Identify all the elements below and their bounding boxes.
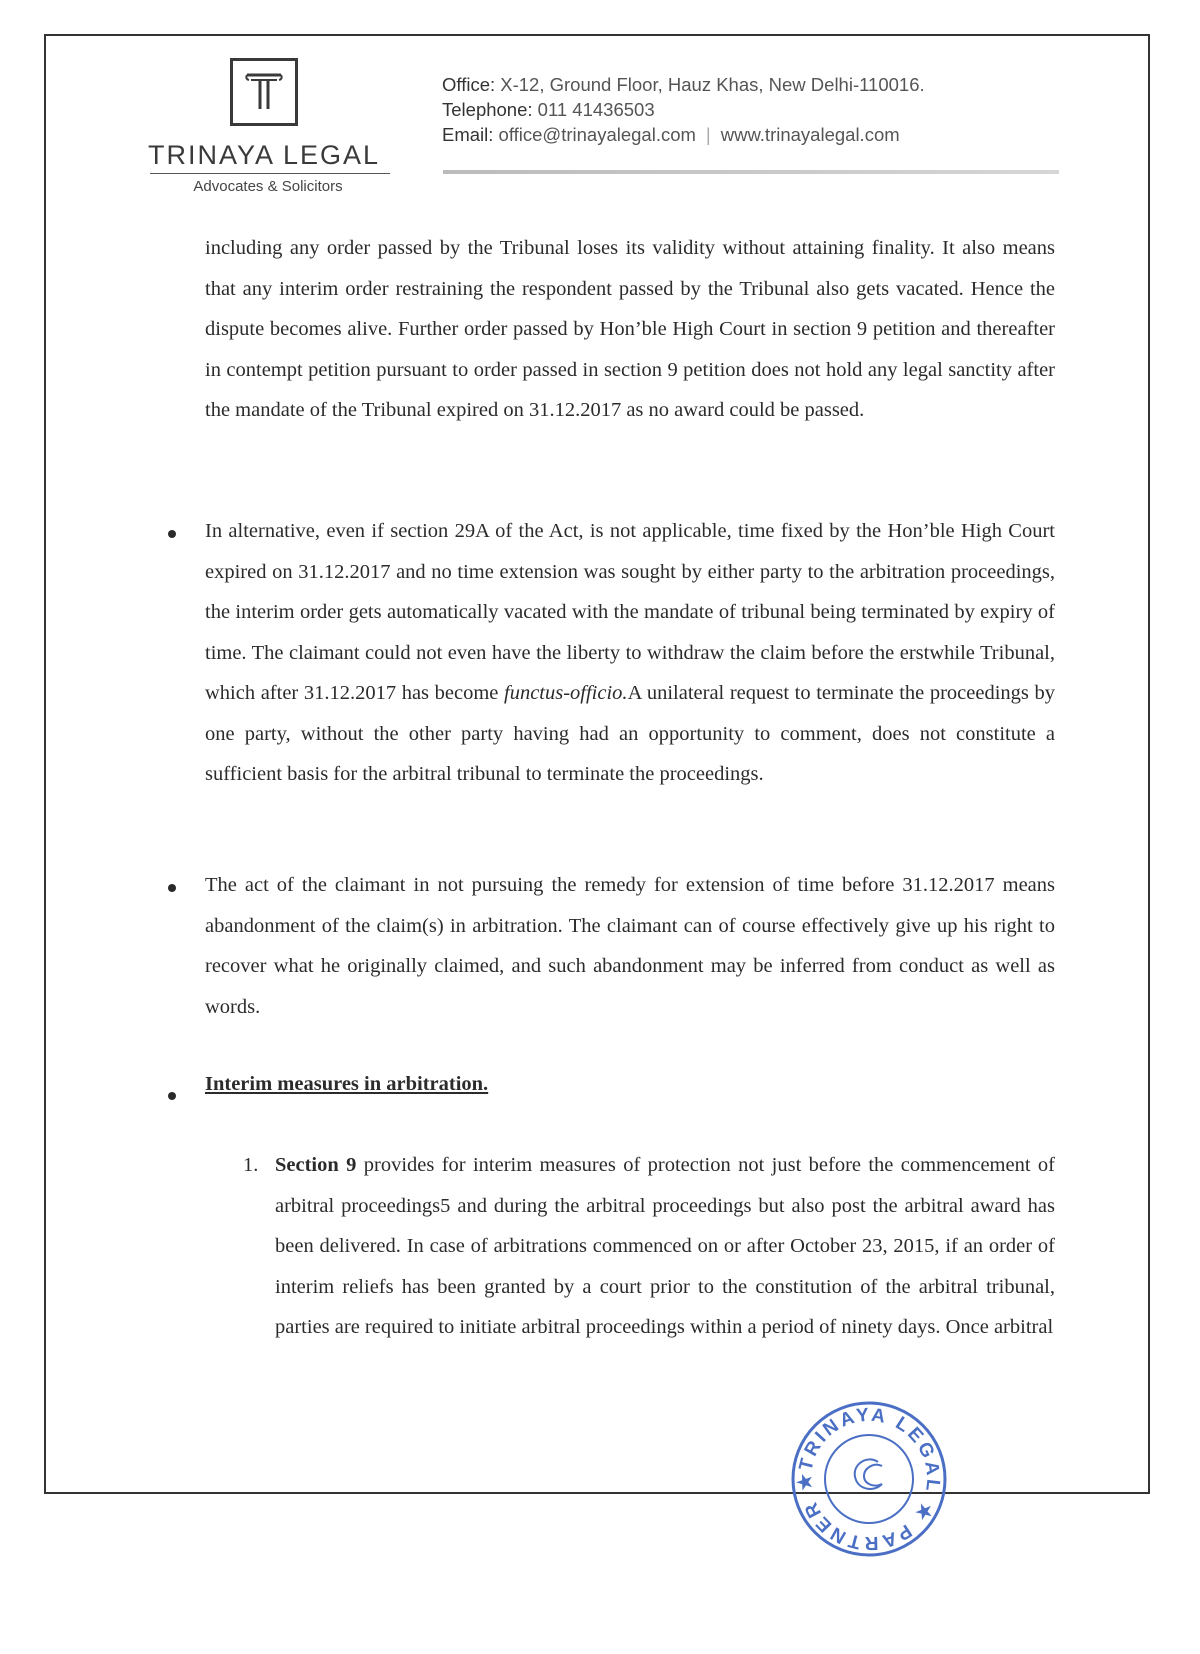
item1-text: provides for interim measures of protection not just before the commencement of arbitral proceedings5 and during the arbitral proceedings but also post the arbitral award has been delivered. In case of arbitrations commenced on or after October 23, 2015, if an order of interim reliefs has been granted by a court prior to the constitution of the arbitral tribunal, parties are required to initiate arbitral proceedings within a period of ninety days. Once arbitral bbox=[275, 1154, 1055, 1338]
bullet-paragraph-2: The act of the claimant in not pursuing the remedy for extension of time before 31.12.2017 means abandonment of the claim(s) in arbitration. The claimant can of course effectively give up his right to recover what he originally claimed, and such abandonment may be inferred from conduct as well as words. bbox=[205, 874, 1055, 1018]
firm-tagline: Advocates & Solicitors bbox=[193, 178, 343, 195]
bullet-paragraph-1 bbox=[205, 511, 1055, 795]
telephone-number: 011 41436503 bbox=[537, 99, 655, 120]
bullet-dot bbox=[168, 1092, 176, 1100]
office-line bbox=[442, 72, 925, 97]
firm-logo bbox=[230, 58, 298, 126]
firm-name: TRINAYA LEGAL bbox=[148, 140, 381, 170]
telephone-label: Telephone: bbox=[442, 99, 533, 120]
office-label: Office: bbox=[442, 74, 496, 95]
email-address: office@trinayalegal.com bbox=[498, 124, 696, 145]
contact-block bbox=[442, 72, 925, 147]
continued-paragraph: including any order passed by the Tribunal loses its validity without attaining finality. It also means that any interim order restraining the respondent passed by the Tribunal also gets vacated. Hence the dispute becomes alive. Further order passed by Hon’ble High Court in section 9 petition and thereafter in contempt petition pursuant to order passed in section 9 petition does not hold any legal sanctity after the mandate of the Tribunal expired on 31.12.2017 as no award could be passed. bbox=[205, 237, 1055, 421]
section-heading: Interim measures in arbitration. bbox=[205, 1073, 489, 1095]
separator: | bbox=[705, 124, 711, 145]
email-label: Email: bbox=[442, 124, 494, 145]
bullet-dot bbox=[168, 530, 176, 538]
svg-text:TRINAYA LEGAL ★ PARTNER ★: TRINAYA LEGAL ★ PARTNER ★ bbox=[794, 1404, 944, 1554]
item1-bold-lead: Section 9 bbox=[275, 1154, 357, 1176]
office-address: X-12, Ground Floor, Hauz Khas, New Delhi-110016. bbox=[500, 74, 925, 95]
bullet1-italic-term: functus-officio. bbox=[504, 682, 628, 704]
bullet1-text-b: A unilateral request to terminate the proceedings by one party, without the other party having had an opportunity to comment, does not constitute a sufficient basis for the arbitral tribunal to terminate the proceedings. bbox=[205, 682, 1056, 785]
telephone-line bbox=[442, 97, 925, 122]
firm-name-divider bbox=[150, 173, 390, 174]
email-line bbox=[442, 122, 925, 147]
header-divider bbox=[443, 170, 1059, 174]
bullet1-text-a: In alternative, even if section 29A of the Act, is not applicable, time fixed by the Hon’ble High Court expired on 31.12.2017 and no time extension was sought by either party to the arbitration proceedings, the interim order gets automatically vacated with the mandate of tribunal being terminated by expiry of time. The claimant could not even have the liberty to withdraw the claim before the erstwhile Tribunal, which after 31.12.2017 has become bbox=[205, 520, 1055, 704]
bullet-dot bbox=[168, 884, 176, 892]
partner-seal-stamp bbox=[788, 1398, 950, 1560]
signature-mark bbox=[855, 1459, 882, 1489]
pillar-icon bbox=[233, 61, 295, 123]
website: www.trinayalegal.com bbox=[720, 124, 900, 145]
numbered-paragraph-1 bbox=[275, 1145, 1055, 1348]
item-number: 1. bbox=[243, 1154, 259, 1176]
